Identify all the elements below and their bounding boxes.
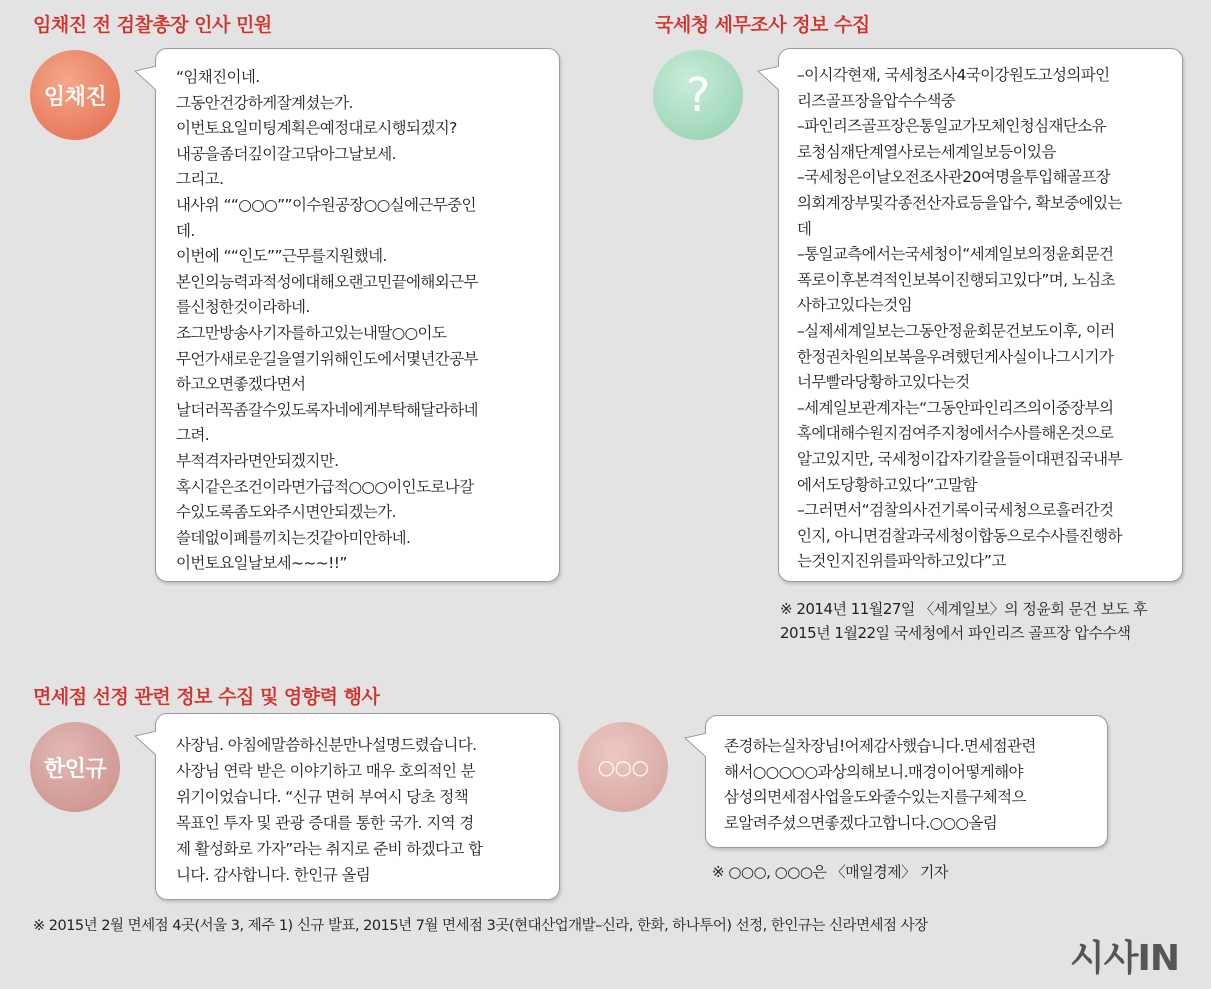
line: 내사위 ““○○○””이수원공장○○실에근무중인 bbox=[176, 195, 476, 214]
speech-bubble-2 bbox=[778, 48, 1183, 582]
line: 그려. bbox=[176, 426, 210, 445]
line: 사장님. 아침에말씀하신분만나설명드렸습니다. bbox=[176, 736, 477, 754]
line: 혹시같은조건이라면가급적○○○이인도로나갈 bbox=[176, 477, 474, 496]
line: 폭로이후본격적인보복이진행되고있다”며, 노심초 bbox=[797, 270, 1115, 289]
section2-note bbox=[780, 597, 1147, 645]
line: 한정권차원의보복을우려했던게사실이나그시기가 bbox=[797, 347, 1114, 366]
line: 를신청한것이라하네. bbox=[176, 298, 310, 317]
question-mark-icon: ? bbox=[653, 50, 743, 140]
line: 위기이었습니다. “신규 면허 부여시 당초 정책 bbox=[176, 788, 469, 806]
line: 하고오면좋겠다면서 bbox=[176, 375, 306, 394]
line: 부적격자라면안되겠지만. bbox=[176, 451, 339, 470]
line: 그리고. bbox=[176, 170, 224, 189]
line: 사하고있다는것임 bbox=[797, 296, 912, 315]
line: 본인의능력과적성에대해오랜고민끝에해외근무 bbox=[176, 272, 478, 291]
sisain-logo: 시사IN bbox=[1069, 938, 1179, 979]
line: –실제세계일보는그동안정윤회문건보도이후, 이러 bbox=[797, 321, 1115, 340]
line: 는것인지진위를파악하고있다”고 bbox=[797, 552, 1006, 571]
line: 이번토요일미팅계획은예정대로시행되겠지? bbox=[176, 119, 457, 138]
line: 존경하는실차장님!어제감사했습니다.면세점관련 bbox=[724, 737, 1036, 755]
speech-bubble-1 bbox=[155, 48, 560, 582]
message-lines-4 bbox=[706, 716, 1107, 836]
line: 조그만방송사기자를하고있는내딸○○이도 bbox=[176, 323, 447, 342]
line: 무언가새로운길을열기위해인도에서몇년간공부 bbox=[176, 349, 478, 368]
line: 해서○○○○○과상의해보니.매경이어떻게해야 bbox=[724, 762, 1023, 781]
line: 쓸데없이폐를끼치는것같아미안하네. bbox=[176, 528, 411, 547]
line: 로청심재단계열사로는세계일보등이있음 bbox=[797, 142, 1056, 161]
bubble-tail bbox=[757, 65, 781, 93]
line: 리즈골프장을압수수색중 bbox=[797, 91, 956, 110]
avatar-redacted: ○○○ bbox=[578, 722, 668, 812]
line: 니다. 감사합니다. 한인규 올림 bbox=[176, 866, 371, 884]
note-line: 2015년 1월22일 국세청에서 파인리즈 골프장 압수수색 bbox=[780, 624, 1131, 642]
line: 데. bbox=[176, 221, 195, 240]
line: 로알려주셨으면좋겠다고합니다.○○○올림 bbox=[724, 813, 998, 832]
line: 그동안건강하게잘계셨는가. bbox=[176, 93, 353, 112]
message-lines-2 bbox=[779, 49, 1182, 575]
line: 목표인 투자 및 관광 증대를 통한 국가. 지역 경 bbox=[176, 814, 474, 832]
speech-bubble-4 bbox=[705, 715, 1108, 848]
message-lines-1 bbox=[156, 49, 559, 577]
line: 날더러꼭좀갈수있도록자네에게부탁해달라하네 bbox=[176, 400, 478, 419]
section3-heading: 면세점 선정 관련 정보 수집 및 영향력 행사 bbox=[33, 686, 380, 708]
line: –통일교측에서는국세청이“세계일보의정윤회문건 bbox=[797, 245, 1114, 264]
line: 인지, 아니면검찰과국세청이합동으로수사를진행하 bbox=[797, 526, 1122, 545]
section3-note: ※ ○○○, ○○○은 〈매일경제〉 기자 bbox=[712, 863, 948, 881]
speech-bubble-3 bbox=[155, 713, 560, 900]
section2-heading: 국세청 세무조사 정보 수집 bbox=[655, 14, 870, 36]
line: –세계일보관계자는“그동안파인리즈의이중장부의 bbox=[797, 398, 1114, 417]
line: 내공을좀더깊이갈고닦아그날보세. bbox=[176, 144, 396, 163]
bubble-tail bbox=[684, 732, 708, 760]
line: 이번토요일날보세~~~!!” bbox=[176, 554, 347, 573]
line: 혹에대해수원지검여주지청에서수사를해온것으로 bbox=[797, 424, 1114, 443]
footnote: ※ 2015년 2월 면세점 4곳(서울 3, 제주 1) 신규 발표, 2015년 7월 면세점 3곳(현대산업개발–신라, 한화, 하나투어) 선정, 한인규는 신라면세점 사장 bbox=[33, 918, 928, 934]
section1-heading: 임채진 전 검찰총장 인사 민원 bbox=[33, 14, 272, 36]
message-lines-3 bbox=[156, 714, 559, 888]
line: 너무빨라당황하고있다는것 bbox=[797, 373, 970, 392]
bubble-tail bbox=[134, 730, 158, 758]
line: 데 bbox=[797, 219, 812, 238]
note-line: ※ 2014년 11월27일 〈세계일보〉의 정윤회 문건 보도 후 bbox=[780, 600, 1148, 618]
line: “임채진이네. bbox=[176, 68, 260, 86]
line: 의회계장부및각종전산자료등을압수, 확보중에있는 bbox=[797, 193, 1122, 212]
line: –그러면서“검찰의사건기록이국세청으로흘러간것 bbox=[797, 501, 1114, 520]
line: –파인리즈골프장은통일교가모체인청심재단소유 bbox=[797, 117, 1106, 136]
line: –국세청은이날오전조사관20여명을투입해골프장 bbox=[797, 168, 1111, 187]
line: 이번에 ““인도””근무를지원했네. bbox=[176, 247, 387, 266]
line: 제 활성화로 가자”라는 취지로 준비 하겠다고 합 bbox=[176, 840, 483, 858]
line: 사장님 연락 받은 이야기하고 매우 호의적인 분 bbox=[176, 762, 476, 780]
line: 삼성의면세점사업을도와줄수있는지를구체적으 bbox=[724, 788, 1026, 807]
line: 수있도록좀도와주시면안되겠는가. bbox=[176, 503, 396, 522]
line: –이시각현재, 국세청조사4국이강원도고성의파인 bbox=[797, 66, 1110, 84]
line: 에서도당황하고있다”고말함 bbox=[797, 475, 977, 494]
line: 알고있지만, 국세청이갑자기칼을들이대편집국내부 bbox=[797, 449, 1122, 468]
bubble-tail bbox=[134, 65, 158, 93]
avatar-haninkyu: 한인규 bbox=[30, 722, 120, 812]
avatar-limchaejin: 임채진 bbox=[30, 50, 120, 140]
